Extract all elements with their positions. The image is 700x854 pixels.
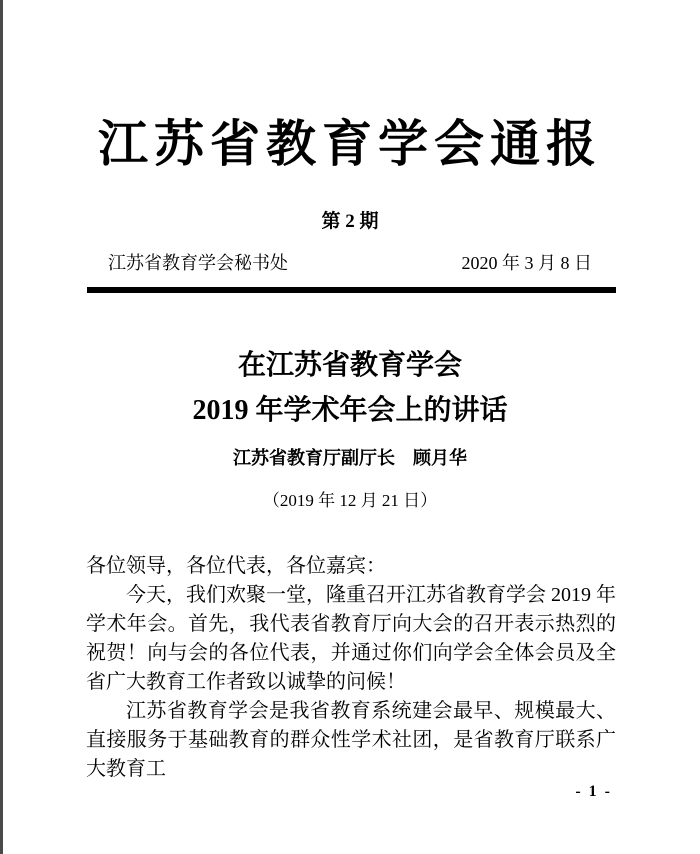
article-speech-date: （2019 年 12 月 21 日） bbox=[262, 491, 438, 510]
article bbox=[0, 351, 700, 784]
left-edge-scan-bar bbox=[0, 0, 3, 854]
article-title-line-1: 在江苏省教育学会 bbox=[237, 350, 462, 381]
body-paragraph: 江苏省教育学会是我省教育系统建会最早、规模最大、直接服务于基础教育的群众性学术社团，是省教育厅联系广大教育工 bbox=[86, 700, 616, 780]
body-paragraph: 今天，我们欢聚一堂，隆重召开江苏省教育学会 2019 年学术年会。首先，我代表省教育厅向大会的召开表示热烈的祝贺！向与会的各位代表，并通过你们向学会全体会员及全省广大教育工作者致以诚挚的问候！ bbox=[86, 584, 616, 693]
masthead bbox=[0, 0, 700, 293]
article-body bbox=[86, 552, 616, 784]
issue-number: 第 2 期 bbox=[321, 211, 379, 232]
publisher-name: 江苏省教育学会秘书处 bbox=[108, 253, 288, 273]
bulletin-title: 江苏省教育学会通报 bbox=[98, 116, 602, 172]
article-byline: 江苏省教育厅副厅长 顾月华 bbox=[233, 448, 467, 468]
masthead-divider-rule bbox=[87, 287, 616, 293]
publication-date: 2020 年 3 月 8 日 bbox=[461, 253, 592, 273]
masthead-row bbox=[108, 249, 592, 275]
article-title-line-2: 2019 年学术年会上的讲话 bbox=[192, 395, 508, 426]
page-number: - 1 - bbox=[575, 783, 612, 800]
salutation-line: 各位领导，各位代表，各位嘉宾： bbox=[86, 555, 386, 577]
